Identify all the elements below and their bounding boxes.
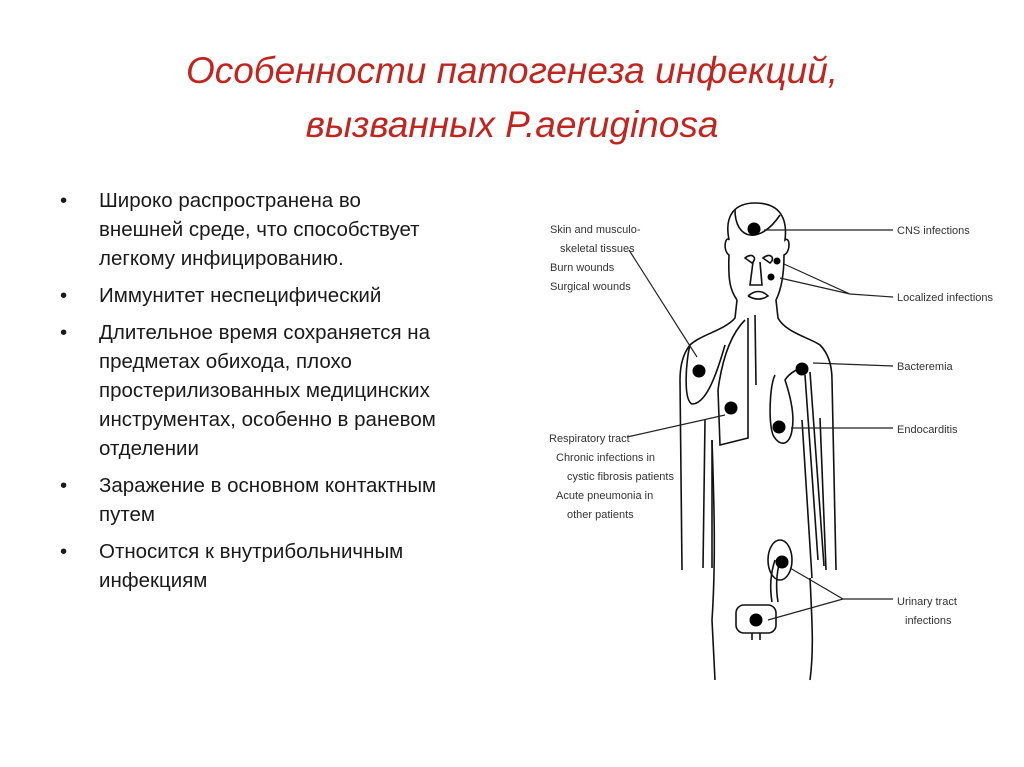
bullet-item: • Длительное время сохраняется на предметах обихода, плохо простерилизованных медицинских инструментах, особенно в раневом отделении xyxy=(60,321,436,460)
bullet-item: • Относится к внутрибольничным инфекциям xyxy=(60,540,404,592)
label-respiratory: Respiratory tract xyxy=(549,433,630,445)
label-endocarditis: Endocarditis xyxy=(897,424,958,436)
body-outline xyxy=(680,203,836,680)
bullet-item: • Заражение в основном контактным путем xyxy=(60,474,437,526)
label-urinary: Urinary tract xyxy=(897,596,957,608)
bullet-item: • Иммунитет неспецифический xyxy=(60,284,382,307)
label-bacteremia: Bacteremia xyxy=(897,361,953,373)
label-skin: Skin and musculo- xyxy=(550,224,641,236)
label-cns: CNS infections xyxy=(897,225,970,237)
label-burn: Burn wounds xyxy=(550,262,615,274)
label-skin: skeletal tissues xyxy=(560,243,635,255)
title-line-1: Особенности патогенеза инфекций, xyxy=(185,50,839,91)
label-respiratory: Acute pneumonia in xyxy=(556,490,654,502)
bullet-item: • Широко распространена во внешней среде, что способствует легкому инфицированию. xyxy=(60,189,420,270)
label-surgical: Surgical wounds xyxy=(550,281,631,293)
label-localized: Localized infections xyxy=(897,292,994,304)
label-respiratory: other patients xyxy=(567,509,634,521)
label-respiratory: Chronic infections in xyxy=(556,452,656,464)
leader-lines xyxy=(627,230,893,620)
label-urinary: infections xyxy=(905,615,952,627)
title-line-2: вызванных P.aeruginosa xyxy=(305,104,719,145)
label-respiratory: cystic fibrosis patients xyxy=(567,471,674,483)
